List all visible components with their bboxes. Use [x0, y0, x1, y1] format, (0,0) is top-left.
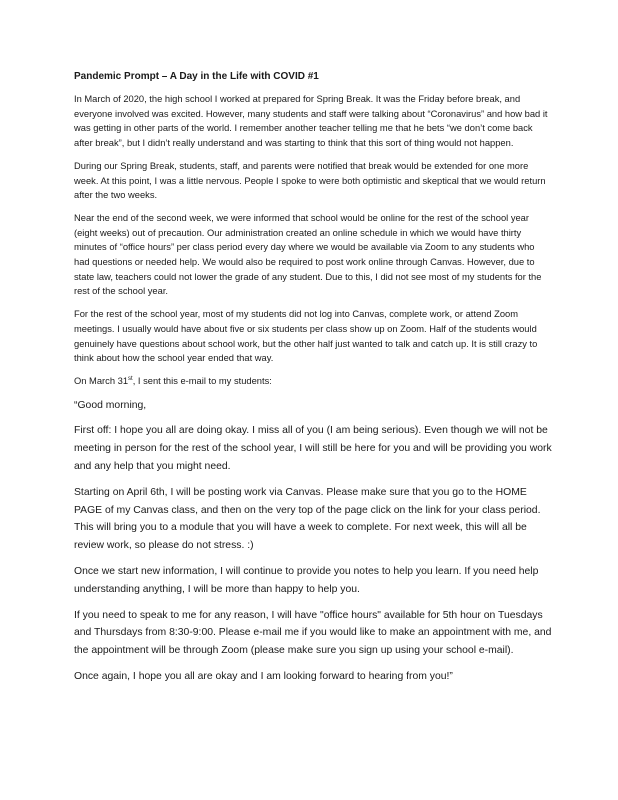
email-greeting: “Good morning, [74, 399, 147, 411]
email-closing: Once again, I hope you all are okay and I am looking forward to hearing from you!” [74, 671, 453, 683]
document-page [74, 70, 552, 694]
email-intro-text-end: , I sent this e-mail to my students: [132, 375, 272, 386]
paragraph: Near the end of the second week, we were informed that school would be online for the rest of the school year (eight weeks) out of precaution. Our administration created an online schedule in which we would have thirty minutes of “office hours” per class period every day where we would be available via Zoom to any students who had questions or needed help. We would also be required to post work online through Canvas. However, due to state law, teachers could not lower the grade of any student. Due to this, I did not see most of my students for the rest of the school year. [74, 212, 542, 297]
paragraph: During our Spring Break, students, staff, and parents were notified that break would be extended for one more week. At this point, I was a little nervous. People I spoke to were both optimistic and skeptical that we would return after the two weeks. [74, 160, 546, 201]
email-paragraph: Once we start new information, I will continue to provide you notes to help you learn. If you need help understanding anything, I will be more than happy to help you. [74, 566, 539, 595]
ordinal-suffix: st [128, 375, 133, 382]
email-intro [74, 374, 552, 389]
paragraph: In March of 2020, the high school I worked at prepared for Spring Break. It was the Friday before break, and everyone involved was excited. However, many students and staff were talking about “Coronavirus” and how bad it was getting in other parts of the world. I remember another teacher telling me that he bets “we don’t come back after break”, but I didn’t really understand and was starting to think that this sort of thing would not happen. [74, 94, 548, 149]
email-paragraph: First off: I hope you all are doing okay. I miss all of you (I am being serious). Even though we will not be meeting in person for the rest of the school year, I will still be here for you and will be providing you work and any help that you might need. [74, 425, 552, 473]
email-paragraph: Starting on April 6th, I will be posting work via Canvas. Please make sure that you go to the HOME PAGE of my Canvas class, and then on the very top of the page click on the link for your class period. This will bring you to a module that you will have a week to complete. For next week, this will all be review work, so please do not stress. :) [74, 486, 541, 552]
email-intro-text: On March 31 [74, 375, 129, 386]
email-paragraph: If you need to speak to me for any reason, I will have "office hours" available for 5th hour on Tuesdays and Thursdays from 8:30-9:00. Please e-mail me if you would like to make an appointment with me, and the appointment will be through Zoom (please make sure you sign up using your school e-mail). [74, 609, 552, 657]
paragraph: For the rest of the school year, most of my students did not log into Canvas, complete work, or attend Zoom meetings. I usually would have about five or six students per class show up on Zoom. Half of the students would genuinely have questions about school work, but the other half just wanted to talk and catch up. It is still crazy to think about how the school year ended that way. [74, 309, 538, 364]
document-title: Pandemic Prompt – A Day in the Life with COVID #1 [74, 71, 319, 82]
email-quote [74, 397, 552, 686]
